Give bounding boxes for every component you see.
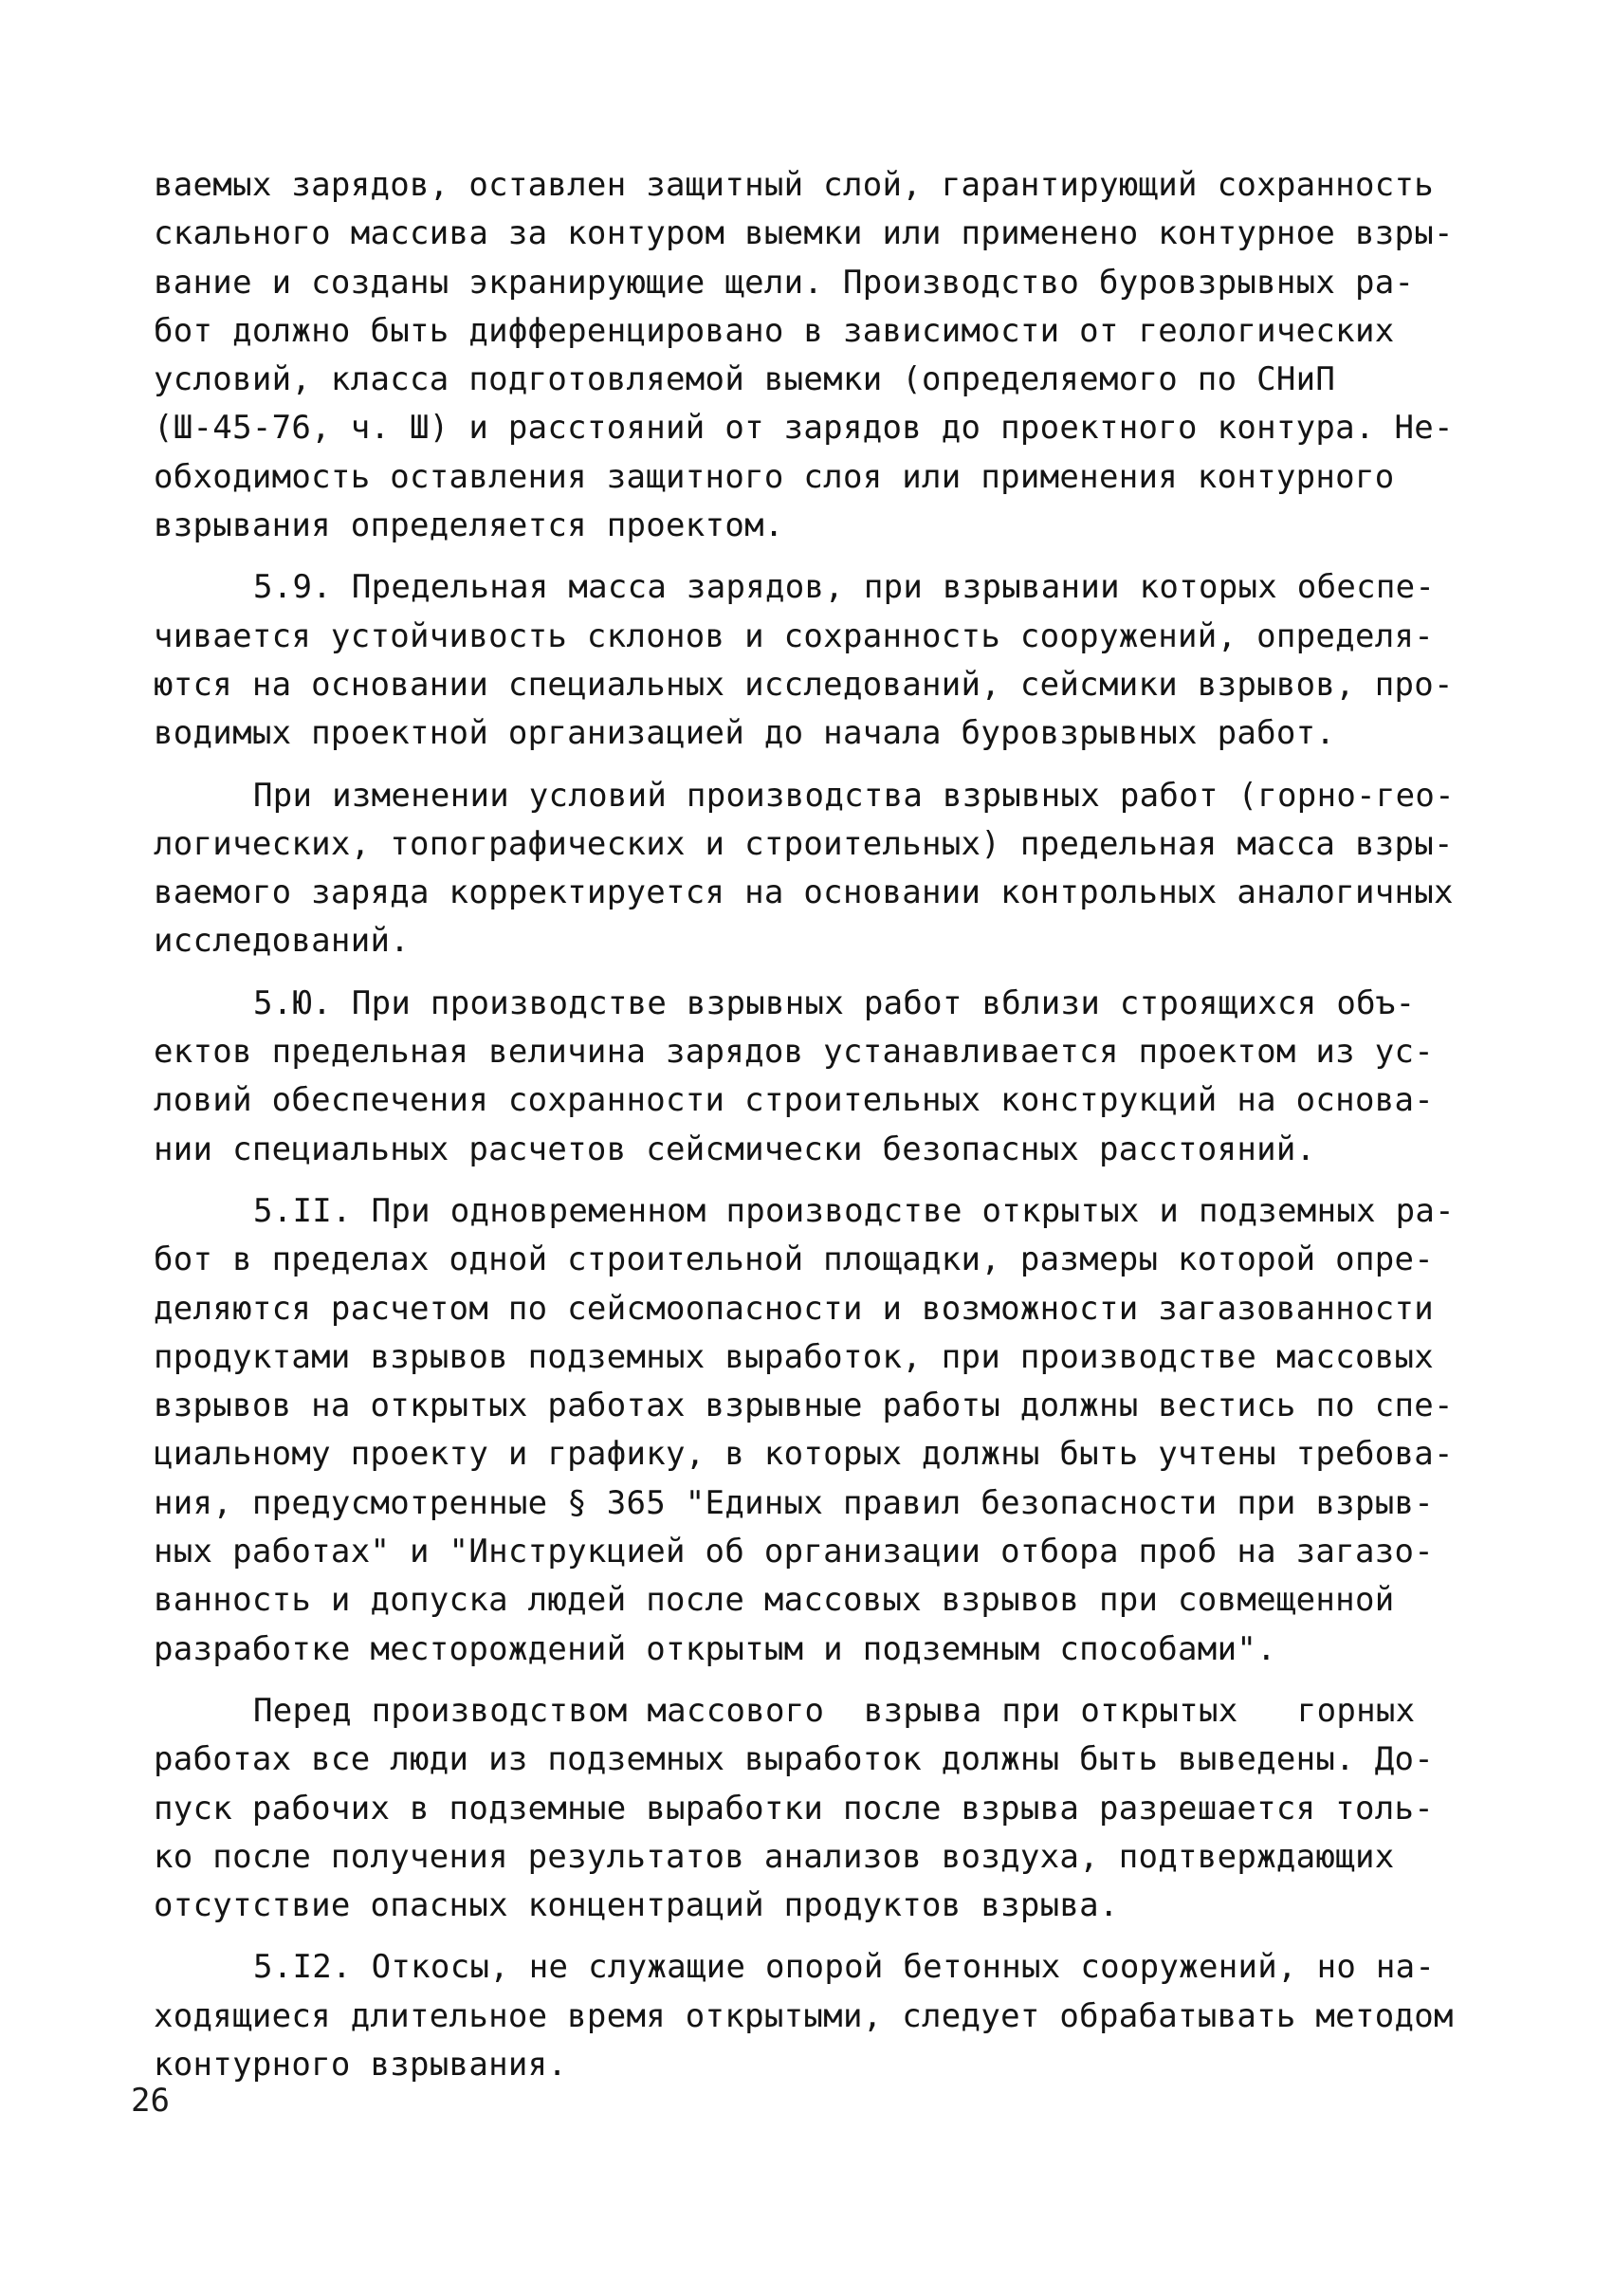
- text-line: скального массива за контуром выемки или применено контурное взры-: [154, 214, 1454, 253]
- text-line: бот в пределах одной строительной площадки, размеры которой опре-: [154, 1240, 1435, 1279]
- text-line: (Ш-45-76, ч. Ш) и расстояний от зарядов до проектного контура. Не-: [154, 409, 1454, 448]
- paragraph-gap: [154, 550, 1481, 563]
- text-line: ния, предусмотренные § 365 "Единых правил безопасности при взрыв-: [154, 1483, 1435, 1522]
- text-line: ваемого заряда корректируется на основании контрольных аналогичных: [154, 873, 1454, 912]
- text-line: ко после получения результатов анализов воздуха, подтверждающих: [154, 1837, 1395, 1876]
- text-line: водимых проектной организацией до начала буровзрывных работ.: [154, 714, 1336, 753]
- text-line: ходящиеся длительное время открытыми, следует обрабатывать методом: [154, 1996, 1454, 2035]
- text-line: условий, класса подготовляемой выемки (определяемого по СНиП: [154, 360, 1336, 399]
- text-line: 5.II. При одновременном производстве открытых и подземных ра-: [253, 1191, 1455, 1230]
- text-line: ловий обеспечения сохранности строительных конструкций на основа-: [154, 1081, 1435, 1120]
- text-line: ектов предельная величина зарядов устанавливается проектом из ус-: [154, 1033, 1435, 1072]
- text-line: взрывов на открытых работах взрывные работы должны вестись по спе-: [154, 1387, 1454, 1425]
- text-line: контурного взрывания.: [154, 2045, 568, 2084]
- text-line: логических, топографических и строительных) предельная масса взры-: [154, 824, 1454, 863]
- text-line: При изменении условий производства взрывных работ (горно-гео-: [253, 776, 1455, 815]
- body-text: [154, 161, 1481, 2089]
- text-line: нии специальных расчетов сейсмически безопасных расстояний.: [154, 1130, 1316, 1168]
- text-line: 5.Ю. При производстве взрывных работ вблизи строящихся объ-: [253, 983, 1416, 1022]
- text-line: ются на основании специальных исследований, сейсмики взрывов, про-: [154, 665, 1454, 704]
- text-line: ваемых зарядов, оставлен защитный слой, гарантирующий сохранность: [154, 166, 1435, 204]
- text-line: отсутствие опасных концентраций продуктов взрыва.: [154, 1886, 1119, 1925]
- text-line: чивается устойчивость склонов и сохранность сооружений, определя-: [154, 616, 1435, 655]
- text-line: работах все люди из подземных выработок должны быть выведены. До-: [154, 1740, 1435, 1779]
- text-line: бот должно быть дифференцировано в зависимости от геологических: [154, 311, 1395, 350]
- text-line: исследований.: [154, 922, 411, 961]
- text-line: продуктами взрывов подземных выработок, при производстве массовых: [154, 1337, 1435, 1376]
- text-line: 5.9. Предельная масса зарядов, при взрывании которых обеспе-: [253, 568, 1436, 607]
- text-line: деляются расчетом по сейсмоопасности и возможности загазованности: [154, 1289, 1435, 1328]
- text-line: пуск рабочих в подземные выработки после взрыва разрешается толь-: [154, 1789, 1435, 1828]
- text-line: 5.I2. Откосы, не служащие опорой бетонных сооружений, но на-: [253, 1948, 1436, 1987]
- text-line: вание и созданы экранирующие щели. Производство буровзрывных ра-: [154, 263, 1415, 302]
- paragraph-gap: [154, 966, 1481, 980]
- paragraph-gap: [154, 1174, 1481, 1187]
- text-line: Перед производством массового взрыва при открытых горных: [253, 1691, 1416, 1730]
- text-line: обходимость оставления защитного слоя или применения контурного: [154, 457, 1395, 496]
- text-line: циальному проекту и графику, в которых должны быть учтены требова-: [154, 1435, 1454, 1474]
- paragraph-gap: [154, 1930, 1481, 1943]
- paragraph-gap: [154, 1674, 1481, 1687]
- page-number: 26: [131, 2082, 170, 2120]
- text-line: ванность и допуска людей после массовых взрывов при совмещенной: [154, 1581, 1395, 1620]
- paragraph-gap: [154, 759, 1481, 772]
- text-line: взрывания определяется проектом.: [154, 506, 784, 545]
- text-line: ных работах" и "Инструкцией об организации отбора проб на загазо-: [154, 1533, 1435, 1571]
- text-line: разработке месторождений открытым и подземным способами".: [154, 1629, 1276, 1668]
